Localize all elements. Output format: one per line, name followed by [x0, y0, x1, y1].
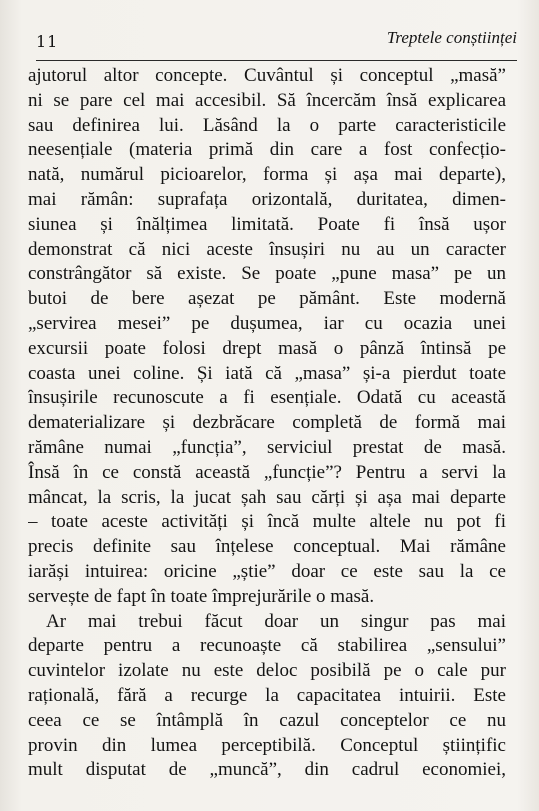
text-line: – toate aceste activități și încă multe altele nu pot fi	[28, 511, 506, 533]
text-line: servește de fapt în toate împrejurările o masă.	[28, 585, 375, 607]
text-line: constrângător să existe. Se poate „pune masa” pe un	[28, 263, 506, 285]
text-line: excursii poate folosi drept masă o pânză întinsă pe	[28, 337, 506, 359]
paragraph-1	[28, 64, 506, 610]
text-line: provin din lumea perceptibilă. Conceptul științific	[28, 734, 506, 756]
text-line: cuvintelor izolate nu este deloc posibilă pe o cale pur	[28, 660, 506, 682]
text-line: neesențiale (materia primă din care a fost confecțio-	[28, 139, 506, 161]
running-header	[36, 28, 517, 58]
page-number: 11	[36, 32, 59, 51]
text-line: mult disputat de „muncă”, din cadrul economiei,	[28, 759, 506, 781]
text-line: coasta unei coline. Și iată că „masa” și-a pierdut toate	[28, 362, 506, 384]
text-line: siunea și înălțimea limitată. Poate fi însă ușor	[28, 213, 506, 235]
text-line: ni se pare cel mai accesibil. Să încercăm însă explicarea	[28, 89, 506, 111]
text-line: departe pentru a recunoaște că stabilirea „sensului”	[28, 635, 506, 657]
text-line: ajutorul altor concepte. Cuvântul și conceptul „masă”	[28, 65, 506, 86]
text-line: butoi de bere așezat pe pământ. Este modernă	[28, 288, 506, 310]
text-line: rațională, fără a recurge la capacitatea intuirii. Este	[28, 684, 506, 706]
header-rule	[36, 60, 517, 61]
paragraph-2	[28, 610, 506, 784]
text-line: precis definite sau înțelese conceptual. Mai rămâne	[28, 536, 506, 558]
text-line: ceea ce se întâmplă în cazul conceptelor ce nu	[28, 709, 506, 731]
text-line: mai rămân: suprafața orizontală, duritatea, dimen-	[28, 188, 506, 210]
text-line: rămâne numai „funcția”, serviciul prestat de masă.	[28, 436, 506, 458]
text-line: însușirile recunoscute a fi esențiale. Odată cu această	[28, 387, 506, 409]
text-line: Însă în ce constă această „funcție”? Pentru a servi la	[28, 461, 506, 483]
running-title: Treptele conștiinței	[386, 28, 517, 47]
text-line: dematerializare și dezbrăcare completă de formă mai	[28, 412, 506, 434]
text-line: Ar mai trebui făcut doar un singur pas mai	[46, 610, 506, 632]
text-line: nată, numărul picioarelor, forma și așa mai departe),	[28, 164, 506, 186]
text-line: iarăși intuirea: oricine „știe” doar ce este sau la ce	[28, 560, 506, 582]
text-line: mâncat, la scris, la jucat șah sau cărți și așa mai departe	[28, 486, 506, 508]
text-line: „servirea mesei” pe dușumea, iar cu ocazia unei	[28, 312, 506, 334]
text-line: demonstrat că nici aceste însușiri nu au un caracter	[28, 238, 506, 260]
text-line: sau definirea lui. Lăsând la o parte caracteristicile	[28, 114, 506, 136]
body-text	[28, 64, 506, 783]
